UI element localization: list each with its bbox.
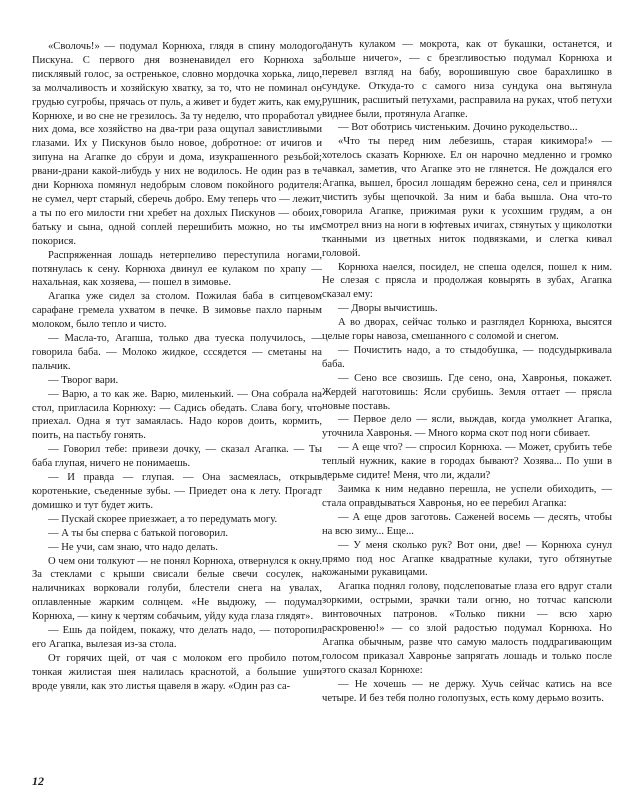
paragraph: От горячих щей, от чая с молоком его пробило потом, тонкая жилистая шея налилась краснотой, а большие уши вроде увяли, как это листья щавеля в жару. «Один раз са- [32, 652, 322, 692]
paragraph: — Творог вари. [48, 374, 119, 386]
paragraph: — Варю, а то как же. Варю, миленький. — Она собрала на стол, пригласила Корнюху: — Садись обедать. Слава богу, что приехал. Одна я тут замаялась. Надо коров доить, кормить, поить, на пастьбу гонять. [32, 388, 322, 442]
paragraph: — А ты бы сперва с батькой поговорил. [48, 527, 228, 539]
paragraph: — Почистить надо, а то стыдобушка, — подсудыркивала баба. [322, 344, 612, 370]
paragraph: — А еще что? — спросил Корнюха. — Может, срубить тебе теплый нужник, какие в городах бывают? Хозява... По уши в дерьме сидите! Меня, что ли, ждали? [322, 442, 612, 482]
paragraph: Агапка поднял голову, подслеповатые глаза его вдруг стали зоркими, острыми, зрачки тали огню, но тотчас капсюли винтовочных патронов. «Только пикни — всю харю раскровеню!» — со злой радостью подумал Корнюха. Но Агапка обычным, разве что самую малость поддрагивающим голосом приказал Хавронье запрягать лошадь и только после этого сказал Корнюхе: [322, 581, 612, 676]
paragraph: Распряженная лошадь нетерпеливо переступила ногами, потянулась к сену. Корнюха двинул ее кулаком по храпу — нахальная, как хозяева, — пошел в зимовье. [32, 249, 322, 289]
paragraph: — Не хочешь — не держу. Хучь сейчас катись на все четыре. И без тебя полно голопузых, есть кому дерьмо возить. [322, 678, 612, 704]
paragraph: — Вот оботрись чистеньким. Дочино рукодельство... [338, 122, 578, 134]
paragraph: — Ешь да пойдем, покажу, что делать надо, — поторопил его Агапка, вылезая из-за стола. [32, 625, 322, 650]
paragraph: — Первое дело — ясли, выждав, когда умолкнет Агапка, уточнила Хавронья. — Много корма скот под ноги сбивает. [322, 414, 612, 440]
paragraph: — У меня сколько рук? Вот они, две! — Корнюха сунул прямо под нос Агапке квадратные кулаки, туго обтянутые кожаными рукавицами. [322, 539, 612, 579]
paragraph: Агапка уже сидел за столом. Пожилая баба в ситцевом сарафане гремела ухватом в печке. В зимовье пахло парным молоком, было тепло и чисто. [32, 291, 322, 331]
paragraph: — А еще дров заготовь. Саженей восемь — десять, чтобы на всю зиму... Еще... [322, 511, 612, 537]
paragraph: О чем они толкуют — не понял Корнюха, отвернулся к окну. За стеклами с крыши свисали белые свечи сосулек, на наличниках ворковали голуби, блестели снега на увалах, оплавленные жарким солнцем. «Не выдюжу, — подумал Корнюха, — кину к чертям собачьим, уйду куда глаза глядят». [32, 555, 322, 623]
paragraph: «Что ты перед ним лебезишь, старая кикимора!» — хотелось сказать Корнюхе. Ел он нарочно медленно и громко чавкал, заметив, что Агапке это не глянется. Не дождался его Агапка, вышел, бросил лошадям бережно сена, сел и принялся чистить зубы щепочкой. За ним и баба вышла. Она что-то говорила Агапке, прижимая руки к усохшим грудям, а он смотрел вниз на ноги в юфтевых ичигах, стянутых у щиколотки тканными из цветных ниток подвязками, и слегка кивал головой. [322, 136, 612, 259]
paragraph: — Говорил тебе: привези дочку, — сказал Агапка. — Ты баба глупая, ничего не понимаешь. [32, 444, 322, 470]
page-number: 12 [32, 774, 44, 788]
paragraph: — И правда — глупая. — Она засмеялась, открыв коротенькие, съеденные зубы. — Приедет она к лету. Прогадт домишко и тут будет жить. [32, 472, 322, 511]
paragraph: — Дворы вычистишь. [338, 303, 438, 315]
paragraph: Корнюха наелся, посидел, не спеша оделся, пошел к ним. Не слезая с прясла и продолжая ковырять в зубах, Агапка сказал ему: [322, 261, 612, 301]
right-text-column [322, 38, 612, 706]
paragraph-continued: дануть кулаком — мокрота, как от букашки, останется, и больше ничего», — с брезгливостью подумал Корнюха и перевел взгляд на бабу, ворошившую свое барахлишко в сундуке. Откуда-то с самого низа сундука она вытянула рушник, расшитый петухами, расправила на руках, чтоб петухи виднее были, протянула Агапке. [322, 39, 612, 120]
paragraph: — Масла-то, Агапша, только два туеска получилось, — говорила баба. — Молоко жидкое, сссядется — сметаны на пальчик. [32, 333, 322, 372]
paragraph: Заимка к ним недавно перешла, не успели обиходить, — стала оправдываться Хавронья, но ее перебил Агапка: [322, 484, 612, 509]
paragraph: — Пускай скорее приезжает, а то передумать могу. [48, 513, 278, 525]
paragraph: А во дворах, сейчас только и разглядел Корнюха, высятся целые горы навоза, смешанного с соломой и снегом. [322, 317, 612, 343]
paragraph: «Сволочь!» — подумал Корнюха, глядя в спину молодого Пискуна. С первого дня возненавидел его Корнюха за писклявый голос, за остренькое, словно мордочка хорька, лицо, за молчаливость и хозяйскую хватку, за то, что не поминал он грудью сугробы, прячась от пуль, а живет и будет жить, как ему, Корнюхе, и во сне не грезилось. За ту неделю, что проработал у них дома, все хозяйство на два-три раза ощупал завистливыми глазами. Их у Пискунов было новое, добротное: от ичигов и зипуна на Агапке до сбруи и дома, изукрашенного резьбой; рвани-драни какой-либудь у них не водилось. Не один раз в те дни Корнюха помянул недобрым словом покойного родителя: не сумел, черт старый, сберечь добро. Ему теперь что — лежит, а ты по его милости гни хребет на дохлых Пискунов — обоих, батьку и сына, одной соплей перешибить можно, но ты им покорися. [32, 41, 323, 247]
paragraph: — Не учи, сам знаю, что надо делать. [48, 541, 218, 553]
paragraph: — Сено все свозишь. Где сено, она, Хавронья, покажет. Жердей наготовишь: Ясли срубишь. Земля оттает — прясла новые поставь. [322, 372, 612, 412]
left-text-column [32, 40, 322, 694]
